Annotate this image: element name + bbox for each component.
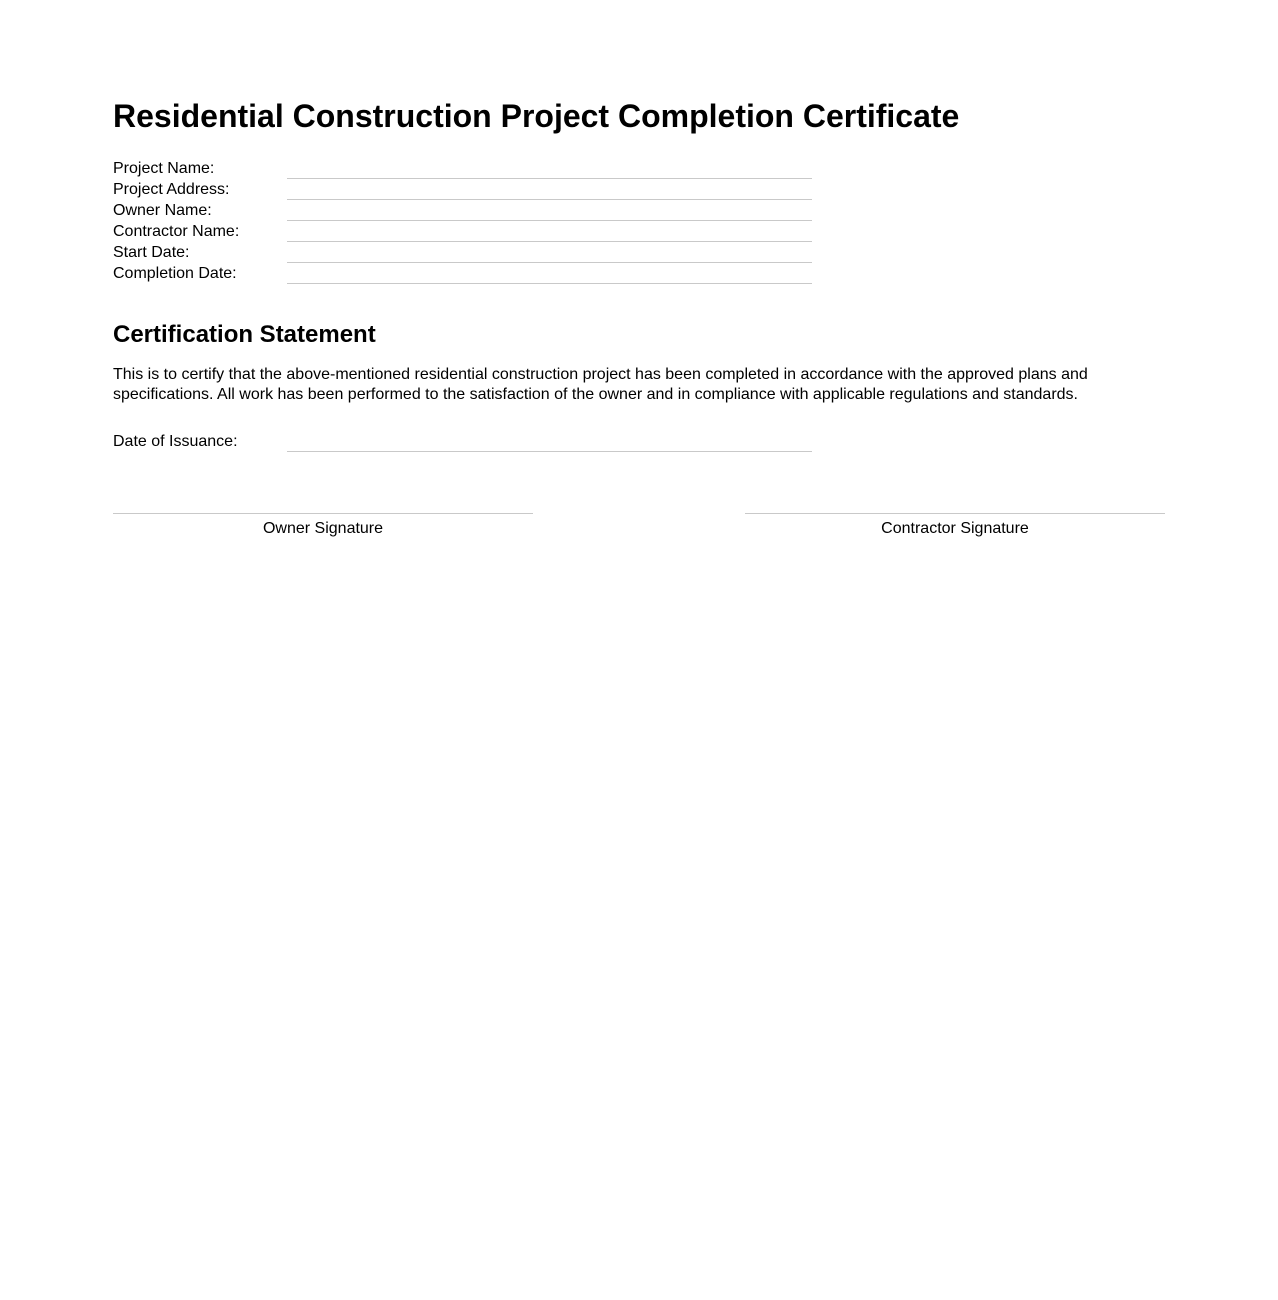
field-row-project-name xyxy=(113,158,1165,179)
project-name-fill-line xyxy=(287,175,812,179)
contractor-signature-caption: Contractor Signature xyxy=(881,519,1029,537)
owner-name-fill-line xyxy=(287,217,812,221)
field-row-start-date xyxy=(113,242,1165,263)
date-of-issuance-label: Date of Issuance: xyxy=(113,432,238,450)
date-of-issuance-fill-line xyxy=(287,448,812,452)
completion-date-label: Completion Date: xyxy=(113,265,237,283)
completion-date-fill-line xyxy=(287,280,812,284)
project-name-label: Project Name: xyxy=(113,160,215,178)
owner-signature-block xyxy=(113,513,533,538)
signature-section xyxy=(113,513,1165,538)
field-row-date-of-issuance xyxy=(113,431,1165,452)
owner-name-label: Owner Name: xyxy=(113,202,212,220)
owner-signature-caption: Owner Signature xyxy=(262,519,384,537)
start-date-fill-line xyxy=(287,259,812,263)
certification-statement-body: This is to certify that the above-mentioned residential construction project has been completed in accordance with the approved plans and specifications. All work has been performed to the satisfaction of the owner and in compliance with applicable regulations and standards. xyxy=(113,365,1088,403)
contractor-signature-block xyxy=(745,513,1165,538)
project-fields xyxy=(113,158,1165,284)
project-address-label: Project Address: xyxy=(113,181,230,199)
start-date-label: Start Date: xyxy=(113,244,190,262)
contractor-name-label: Contractor Name: xyxy=(113,223,240,241)
field-row-owner-name xyxy=(113,200,1165,221)
page-title: Residential Construction Project Completion Certificate xyxy=(113,98,960,134)
project-address-fill-line xyxy=(287,196,812,200)
field-row-contractor-name xyxy=(113,221,1165,242)
contractor-name-fill-line xyxy=(287,238,812,242)
certification-statement-heading: Certification Statement xyxy=(113,321,376,349)
field-row-project-address xyxy=(113,179,1165,200)
field-row-completion-date xyxy=(113,263,1165,284)
certificate-document xyxy=(0,0,1278,538)
